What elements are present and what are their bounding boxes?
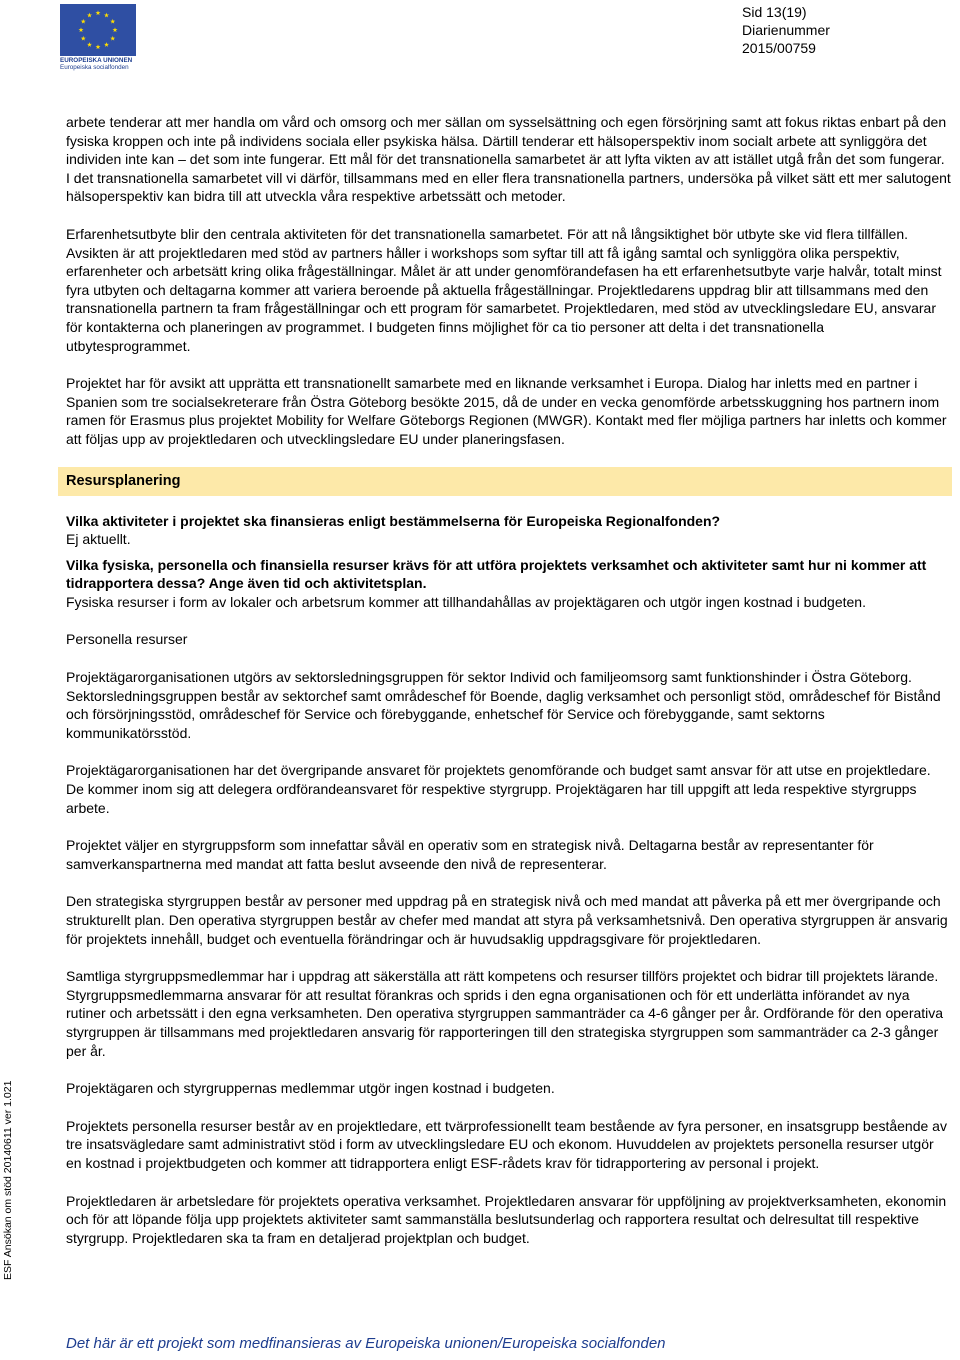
paragraph: Projektägaren och styrgruppernas medlemmar utgör ingen kostnad i budgeten. xyxy=(66,1080,555,1097)
section-heading: Resursplanering xyxy=(58,467,952,496)
page-header-info xyxy=(742,3,830,57)
paragraph: Projektledaren är arbetsledare för projektets operativa verksamhet. Projektledaren ansvarar för uppföljning av projektverksamheten, ekonomin och för att löpande följa upp projektets aktiviteter samt sammanställa beslutsunderlag och rapportera resultat och delresultat till respektive styrgrupp. Projektledaren ska ta fram en detaljerad projektplan och budget. xyxy=(66,1192,947,1246)
logo-line-1: EUROPEISKA UNIONEN xyxy=(60,57,133,64)
eu-logo xyxy=(60,4,138,70)
diarie-number: 2015/00759 xyxy=(742,40,816,56)
eu-stars-icon xyxy=(60,4,136,56)
page-footer: Det här är ett projekt som medfinansieras av Europeiska unionen/Europeiska socialfonden xyxy=(66,1335,666,1352)
question: Vilka aktiviteter i projektet ska finansieras enligt bestämmelserna för Europeiska Regionalfonden? xyxy=(66,512,721,529)
answer: Ej aktuellt. xyxy=(66,531,131,548)
page-number: Sid 13(19) xyxy=(742,4,807,20)
answer: Fysiska resurser i form av lokaler och arbetsrum kommer att tillhandahållas av projektägaren och utgör ingen kostnad i budgeten. xyxy=(66,593,866,610)
logo-line-2: Europeiska socialfonden xyxy=(60,64,129,71)
paragraph: Projektägarorganisationen har det övergripande ansvaret för projektets genomförande och budget samt ansvar för att utse en projektledare. De kommer inom sig att delegera ordförandeansvaret för respektive styrgrupp. Projektägaren har till uppgift att leda respektive styrgrupps arbete. xyxy=(66,762,931,816)
subheading: Personella resurser xyxy=(66,631,188,648)
paragraph: Projektet väljer en styrgruppsform som innefattar såväl en operativ som en strategisk nivå. Deltagarna består av representanter för samverkanspartnerna med mandat att fatta beslut avseende den nivå de representerar. xyxy=(66,837,874,872)
diarie-label: Diarienummer xyxy=(742,22,830,38)
paragraph: Projektägarorganisationen utgörs av sektorsledningsgruppen för sektor Individ och familjeomsorg samt funktionshinder i Östra Göteborg. Sektorsledningsgruppen består av sektorchef samt områdeschef för Boende, daglig verksamhet och personligt stöd, områdeschef för Bistånd och försörjningsstöd, områdeschef för Service och förebyggande, enhetschef för Service och förebyggande, samt sektorns kommunikatörsstöd. xyxy=(66,669,941,741)
question: Vilka fysiska, personella och finansiella resurser krävs för att utföra projektets verksamhet och aktiviteter samt hur ni kommer att tidrapportera dessa? Ange även tid och aktivitetsplan. xyxy=(66,556,927,592)
side-margin-text: ESF Ansökan om stöd 20140611 ver 1.021 xyxy=(2,1080,14,1280)
paragraph: Samtliga styrgruppsmedlemmar har i uppdrag att säkerställa att rätt kompetens och resurser tillförs projektet och bidrar till projektets lärande. Styrgruppsmedlemmarna ansvarar för att resultat förankras och sprids i den egna organisationen och för ett underlätta införandet av nya rutiner och arbetssätt i den egna verksamheten. Den operativa styrgruppen sammanträder ca 4-6 gånger per år. Ordförande för den operativa styrgruppen är tillsammans med projektledaren ansvarig för rapporteringen till den strategiska styrgruppen som sammanträder ca 2-3 gånger per år. xyxy=(66,968,944,1059)
document-body xyxy=(66,113,952,1247)
paragraph: Projektet har för avsikt att upprätta ett transnationellt samarbete med en liknande verksamhet i Europa. Dialog har inletts med en partner i Spanien som tre socialsekreterare från Östra Göteborg besökte 2015, då de under en vecka genomförde arbetsskuggning hos partnern inom ramen för Erasmus plus projektet Mobility for Welfare Göteborgs Regionen (MWGR). Kontakt med fler möjliga partners har inletts och kommer att följas upp av projektledaren och utvecklingsledare EU under planeringsfasen. xyxy=(66,375,947,447)
eu-flag-icon xyxy=(60,4,136,56)
paragraph: arbete tenderar att mer handla om vård och omsorg och mer sällan om sysselsättning och egen försörjning samt att fokus riktas enbart på den fysiska kroppen och inte på individens sociala eller psykiska hälsa. Därtill tenderar ett hälsoperspektiv inom socialt arbete att synliggöra det individen inte kan – det som inte fungerar. Ett mål för det transnationella samarbetet är att lyfta vikten av att istället utgå från det som fungerar. I det transnationella samarbetet vill vi därför, tillsammans med en eller flera transnationella partners, undersöka på vilket sätt ett mer salutogent hälsoperspektiv kan bidra till att utveckla våra respektive arbetssätt och metoder. xyxy=(66,114,951,205)
paragraph: Erfarenhetsutbyte blir den centrala aktiviteten för det transnationella samarbetet. För att nå långsiktighet bör utbyte ske vid flera tillfällen. Avsikten är att projektledaren med stöd av partners håller i workshops som syftar till att få igång samtal och synliggöra olika perspektiv, erfarenheter och arbetsätt kring olika frågeställningar. Målet är att under genomförandefasen ha ett erfarenhetsutbyte varje halvår, totalt minst fyra utbyten och deltagarna kommer att variera beroende på aktuella frågeställningar. Projektledarens uppdrag blir att tillsammans med den transnationella partnern ta fram frågeställningar och ett program för samarbetet. Projektledaren, med stöd av utvecklingsledare EU, ansvarar för kontakterna och planeringen av programmet. I budgeten finns möjlighet för ca tio personer att delta i det transnationella utbytesprogrammet. xyxy=(66,225,942,354)
paragraph: Den strategiska styrgruppen består av personer med uppdrag på en strategisk nivå och med mandat att påverka på ett mer övergripande och strukturellt plan. Den operativa styrgruppen består av chefer med mandat att styra på verksamhetsnivå. Den operativa styrgruppen är ansvarig för projektets innehåll, budget och eventuella förändringar och är huvudsaklig uppdragsgivare för projektledaren. xyxy=(66,893,948,947)
paragraph: Projektets personella resurser består av en projektledare, ett tvärprofessionellt team bestående av fyra personer, en insatsgrupp bestående av tre insatsvägledare samt administrativt stöd i form av utvecklingsledare EU och ekonom. Huvuddelen av projektets personella resurser utgör en kostnad i projektbudgeten och kommer att tidrapportera enligt ESF-rådets krav för tidrapportering av personal i projekt. xyxy=(66,1117,947,1171)
